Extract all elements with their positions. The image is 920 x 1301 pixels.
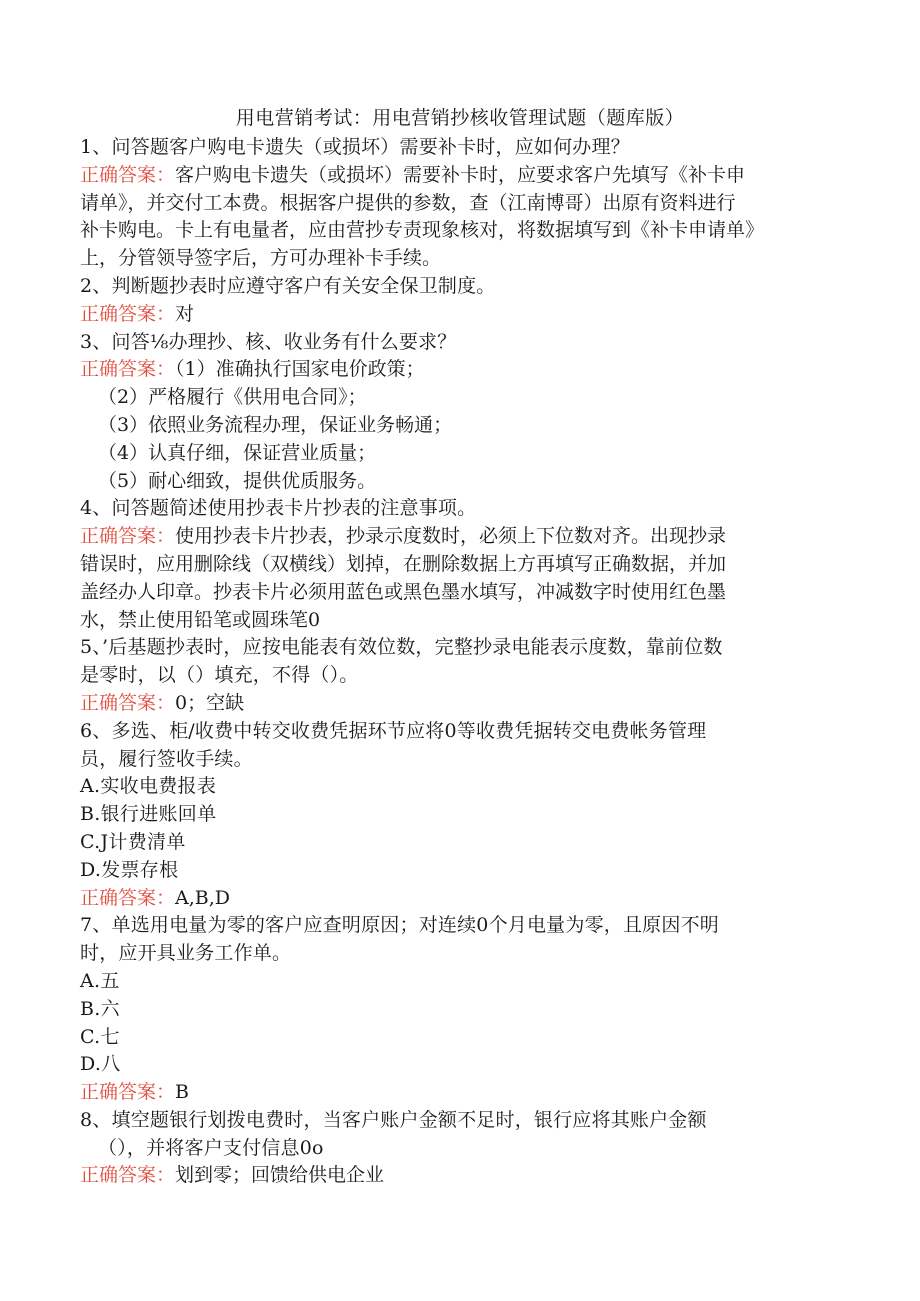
answer-label: 正确答案： <box>80 1081 176 1104</box>
question-4 <box>80 495 840 634</box>
answer-label: 正确答案： <box>80 358 176 381</box>
option-a: A.五 <box>80 969 120 992</box>
answer-line <box>80 523 840 551</box>
question-5 <box>80 634 840 717</box>
question-text: 1、问答题客户购电卡遗失（或损坏）需要补卡时，应如何办理？ <box>80 136 630 158</box>
answer-line <box>80 1162 840 1190</box>
question-text: 6、多选、柜/收费中转交收费凭据环节应将0等收费凭据转交电费帐务管理 <box>80 719 707 742</box>
answer-line <box>80 162 840 190</box>
question-2 <box>80 273 840 329</box>
answer-line <box>80 690 840 718</box>
question-text: 时，应开具业务工作单。 <box>80 942 292 965</box>
answer-text: 对 <box>175 302 195 325</box>
question-text: 7、单选用电量为零的客户应查明原因；对连续0个月电量为零，且原因不明 <box>80 914 719 937</box>
option-a: A.实收电费报表 <box>80 775 217 798</box>
option-c: C.七 <box>80 1025 120 1048</box>
answer-label: 正确答案： <box>80 525 176 548</box>
option-d: D.八 <box>80 1053 121 1076</box>
answer-line: 补卡购电。卡上有电量者，应由营抄专责现象核对，将数据填写到《补卡申请单》 <box>80 219 765 242</box>
answer-line <box>80 301 840 329</box>
document-title: 用电营销考试：用电营销抄核收管理试题（题库版） <box>235 107 685 129</box>
question-text: 是零时，以（）填充，不得（）。 <box>80 664 359 687</box>
question-text: 4、问答题简述使用抄表卡片抄表的注意事项。 <box>80 497 477 520</box>
answer-text: 客户购电卡遗失（或损坏）需要补卡时，应要求客户先填写《补卡申 <box>175 163 746 186</box>
question-8 <box>80 1107 840 1190</box>
answer-line <box>80 885 840 913</box>
answer-line: 错误时，应用删除线（双横线）划掉，在删除数据上方再填写正确数据，并加 <box>80 552 727 575</box>
question-text: 8、填空题银行划拨电费时，当客户账户金额不足时，银行应将其账户金额 <box>80 1108 707 1131</box>
answer-label: 正确答案： <box>80 886 176 909</box>
answer-text: 使用抄表卡片抄表，抄录示度数时，必须上下位数对齐。出现抄录 <box>175 525 727 548</box>
answer-line: 盖经办人印章。抄表卡片必须用蓝色或黑色墨水填写，冲减数字时使用红色墨 <box>80 580 727 603</box>
question-3 <box>80 329 840 496</box>
question-text: 2、判断题抄表时应遵守客户有关安全保卫制度。 <box>80 274 496 297</box>
answer-line: （2）严格履行《供用电合同》； <box>98 386 367 409</box>
document-page <box>80 104 840 1190</box>
answer-line <box>80 1079 840 1107</box>
question-1 <box>80 134 840 273</box>
answer-text: 0；空缺 <box>175 691 245 714</box>
question-7 <box>80 912 840 1107</box>
answer-text: B <box>175 1081 189 1104</box>
answer-line: 水，禁止使用铅笔或圆珠笔0 <box>80 608 321 631</box>
question-text: 5、’后基题抄表时，应按电能表有效位数，完整抄录电能表示度数，靠前位数 <box>80 636 723 659</box>
option-c: C.J计费清单 <box>80 830 186 853</box>
answer-line: （5）耐心细致，提供优质服务。 <box>98 469 377 492</box>
option-d: D.发票存根 <box>80 858 179 881</box>
answer-line: （4）认真仔细，保证营业质量； <box>98 441 377 464</box>
answer-line: 上，分管领导签字后，方可办理补卡手续。 <box>80 247 442 270</box>
answer-line <box>80 356 840 384</box>
answer-text: A,B,D <box>175 886 231 909</box>
option-b: B.银行进账回单 <box>80 803 217 826</box>
answer-label: 正确答案： <box>80 302 176 325</box>
answer-line: 请单》，并交付工本费。根据客户提供的参数，查（江南博哥）出原有资料进行 <box>80 191 736 214</box>
answer-text: （1）准确执行国家电价政策； <box>175 358 425 381</box>
answer-label: 正确答案： <box>80 163 176 186</box>
question-6 <box>80 718 840 913</box>
answer-text: 划到零；回馈给供电企业 <box>175 1164 385 1187</box>
option-b: B.六 <box>80 997 120 1020</box>
answer-line: （3）依照业务流程办理，保证业务畅通； <box>98 413 453 436</box>
answer-label: 正确答案： <box>80 691 176 714</box>
question-text: （），并将客户支付信息0o <box>98 1136 324 1159</box>
answer-label: 正确答案： <box>80 1164 176 1187</box>
question-text: 3、问答⅛办理抄、核、收业务有什么要求？ <box>80 330 457 353</box>
question-text: 员，履行签收手续。 <box>80 747 253 770</box>
